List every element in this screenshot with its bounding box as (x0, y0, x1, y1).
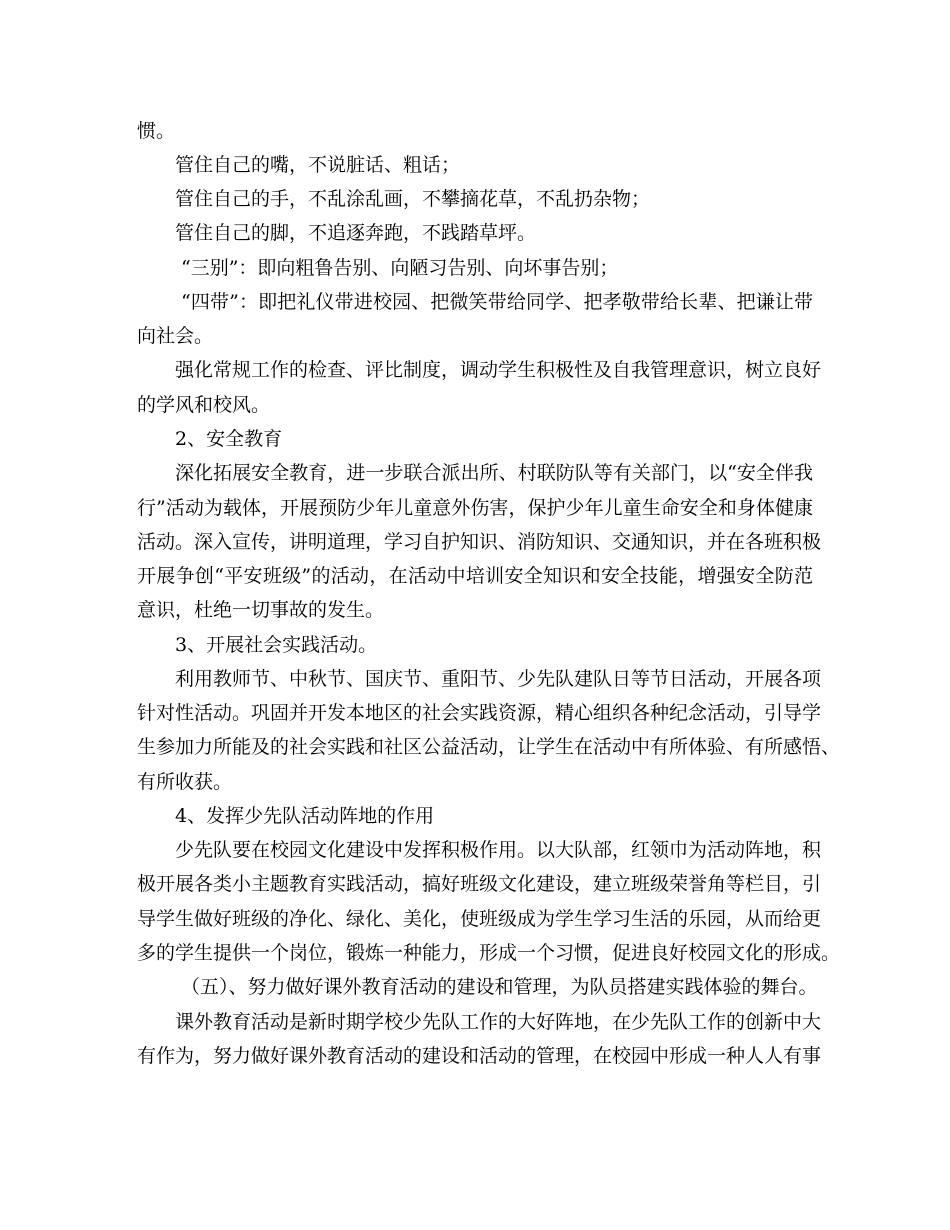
section-heading: 4、发挥少先队活动阵地的作用 (175, 805, 435, 827)
text-line: 针对性活动。巩固并开发本地区的社会实践资源，精心组织各种纪念活动，引导学 (137, 702, 822, 724)
text-line: 多的学生提供一个岗位，锻炼一种能力，形成一个习惯，促进良好校园文化的形成。 (137, 942, 841, 964)
text-line: 导学生做好班级的净化、绿化、美化，使班级成为学生学习生活的乐园，从而给更 (137, 908, 822, 930)
text-line: 意识，杜绝一切事故的发生。 (137, 599, 385, 621)
text-line: 管住自己的手，不乱涂乱画，不攀摘花草，不乱扔杂物； (175, 188, 651, 210)
text-line: 少先队要在校园文化建设中发挥积极作用。以大队部，红领巾为活动阵地，积 (175, 839, 822, 861)
text-line: 向社会。 (137, 325, 214, 347)
section-heading: 2、安全教育 (175, 428, 283, 450)
text-line: 极开展各类小主题教育实践活动，搞好班级文化建设，建立班级荣誉角等栏目，引 (137, 873, 822, 895)
text-line: 活动。深入宣传，讲明道理，学习自护知识、消防知识、交通知识，并在各班积极 (137, 531, 822, 553)
text-line: 的学风和校风。 (137, 394, 271, 416)
text-line: 课外教育活动是新时期学校少先队工作的大好阵地，在少先队工作的创新中大 (175, 1011, 822, 1033)
text-line: 有所收获。 (137, 771, 233, 793)
text-line: 开展争创“平安班级”的活动，在活动中培训安全知识和安全技能，增强安全防范 (137, 565, 813, 587)
text-line: “三别”：即向粗鲁告别、向陋习告别、向坏事告别； (181, 257, 619, 279)
text-line: 生参加力所能及的社会实践和社区公益活动，让学生在活动中有所体验、有所感悟、 (137, 736, 841, 758)
section-heading: 3、开展社会实践活动。 (175, 634, 378, 656)
text-line: 强化常规工作的检查、评比制度，调动学生积极性及自我管理意识，树立良好 (175, 359, 822, 381)
text-line: 深化拓展安全教育，进一步联合派出所、村联防队等有关部门，以“安全伴我 (175, 462, 813, 484)
text-line: 管住自己的嘴，不说脏话、粗话； (175, 154, 461, 176)
text-line: 管住自己的脚，不追逐奔跑，不践踏草坪。 (175, 222, 537, 244)
text-line: 惯。 (137, 120, 176, 142)
text-line: 行”活动为载体，开展预防少年儿童意外伤害，保护少年儿童生命安全和身体健康 (137, 497, 813, 519)
text-line: 利用教师节、中秋节、国庆节、重阳节、少先队建队日等节日活动，开展各项 (175, 668, 822, 690)
text-line: 有作为，努力做好课外教育活动的建设和活动的管理，在校园中形成一种人人有事 (137, 1045, 822, 1067)
section-heading: （五）、努力做好课外教育活动的建设和管理，为队员搭建实践体验的舞台。 (181, 976, 818, 998)
text-line: “四带”：即把礼仪带进校园、把微笑带给同学、把孝敬带给长辈、把谦让带 (181, 291, 813, 313)
